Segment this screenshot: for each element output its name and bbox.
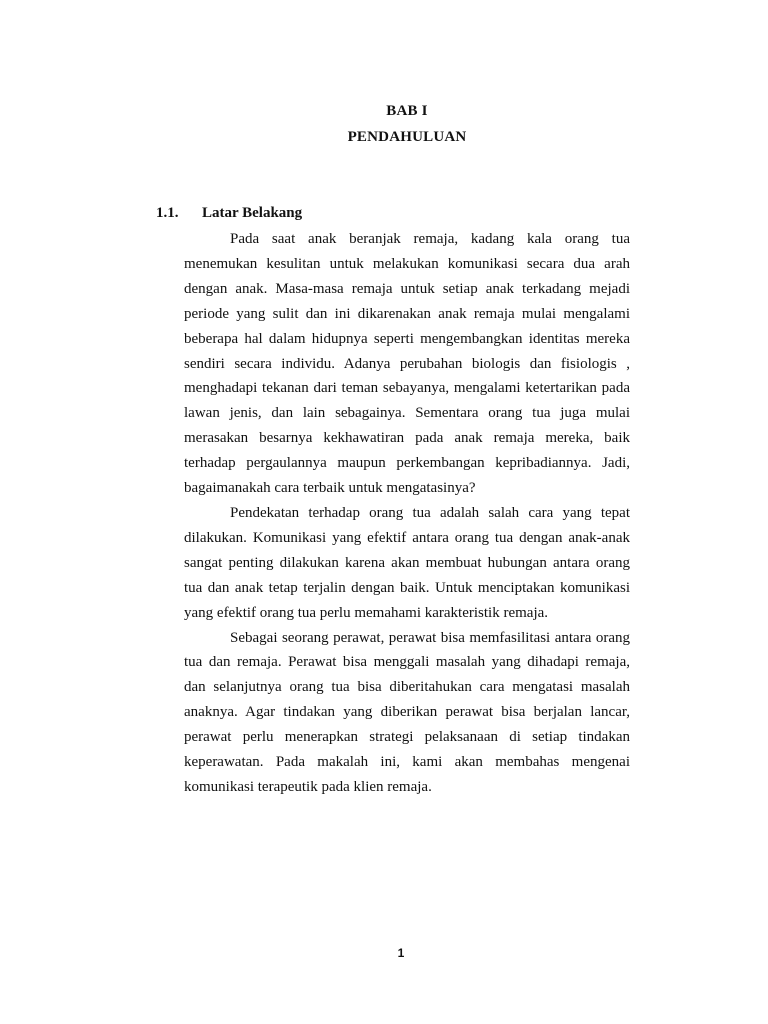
paragraph: Pada saat anak beranjak remaja, kadang kala orang tua menemukan kesulitan untuk melakukan komunikasi secara dua arah dengan anak. Masa-masa remaja untuk setiap anak terkadang mejadi periode yang sulit dan ini dikarenakan anak remaja mulai mengalami beberapa hal dalam hidupnya seperti mengembangkan identitas mereka sendiri secara individu. Adanya perubahan biologis dan fisiologis , menghadapi tekanan dari teman sebayanya, mengalami ketertarikan pada lawan jenis, dan lain sebagainya. Sementara orang tua juga mulai merasakan besarnya kekhawatiran pada anak remaja mereka, baik terhadap pergaulannya maupun perkembangan kepribadiannya. Jadi, bagaimanakah cara terbaik untuk mengatasinya? [184,231,630,497]
section-heading [156,205,302,222]
section-title: Latar Belakang [202,205,303,221]
page-number: 1 [397,946,405,960]
section-number: 1.1. [156,205,179,221]
paragraph: Sebagai seorang perawat, perawat bisa memfasilitasi antara orang tua dan remaja. Perawat bisa menggali masalah yang dihadapi remaja, dan selanjutnya orang tua bisa diberitahukan cara mengatasi masalah anaknya. Agar tindakan yang diberikan perawat bisa berjalan lancar, perawat perlu menerapkan strategi pelaksanaan di setiap tindakan keperawatan. Pada makalah ini, kami akan membahas mengenai komunikasi terapeutik pada klien remaja. [184,629,630,795]
paragraph: Pendekatan terhadap orang tua adalah salah cara yang tepat dilakukan. Komunikasi yang efektif antara orang tua dengan anak-anak sangat penting dilakukan karena akan membuat hubungan antara orang tua dan anak tetap terjalin dengan baik. Untuk menciptakan komunikasi yang efektif orang tua perlu memahami karakteristik remaja. [184,504,630,621]
chapter-number: BAB I [386,103,428,119]
body-text [184,227,630,800]
chapter-title: PENDAHULUAN [347,129,467,145]
